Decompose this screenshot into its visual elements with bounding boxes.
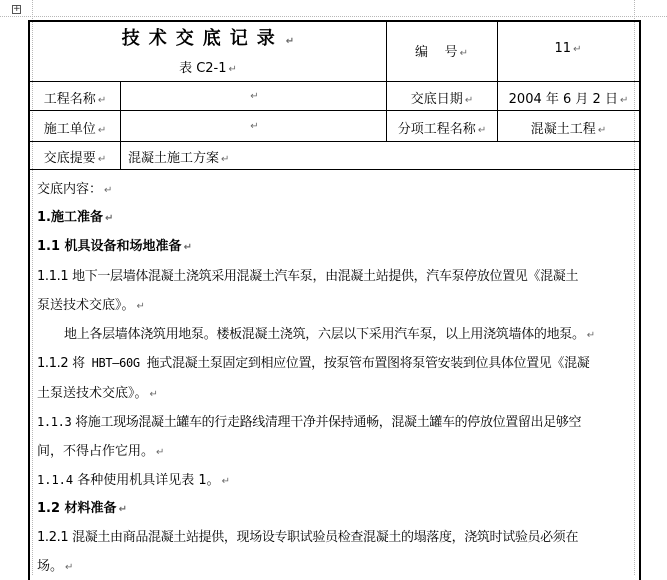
summary-value[interactable]: 混凝土施工方案 ↵	[128, 151, 230, 166]
disclosure-date-label[interactable]: 交底日期 ↵	[410, 92, 474, 107]
heading-equipment[interactable]: 1.1 机具设备和场地准备 ↵	[37, 239, 192, 254]
project-name-field[interactable]: ↵	[250, 91, 259, 102]
paragraph-1-1-2-line-1[interactable]: 1.1.2 将 HBT—60G 拖式混凝土泵固定到相应位置，按泵管布置图将泵管安装到位具体位置见《混凝	[37, 356, 590, 371]
content-intro[interactable]: 交底内容： ↵	[37, 182, 113, 197]
table-move-handle-icon[interactable]: +	[13, 4, 21, 14]
sub-project-value[interactable]: 混凝土工程 ↵	[530, 122, 607, 137]
heading-materials[interactable]: 1.2 材料准备 ↵	[37, 501, 127, 516]
summary-label[interactable]: 交底提要 ↵	[43, 151, 107, 166]
construction-unit-field[interactable]: ↵	[250, 121, 259, 132]
paragraph-1-2-1-line-2[interactable]: 场。 ↵	[37, 559, 74, 574]
construction-unit-label[interactable]: 施工单位 ↵	[43, 122, 107, 137]
hline-4	[28, 169, 641, 170]
margin-guide-top	[0, 16, 667, 17]
paragraph-1-1-4[interactable]: 1.1.4 各种使用机具详见表 1。 ↵	[37, 473, 231, 488]
paragraph-1-1-2-line-2[interactable]: 土泵送技术交底》。 ↵	[37, 386, 158, 401]
heading-preparation[interactable]: 1.施工准备 ↵	[37, 210, 114, 225]
form-code[interactable]: 表 C2-1 ↵	[179, 61, 237, 76]
hline-1	[28, 81, 641, 82]
paragraph-1-1-1-line-1[interactable]: 1.1.1 地下一层墙体混凝土浇筑采用混凝土汽车泵，由混凝土站提供，汽车泵停放位置见《混凝土	[37, 269, 579, 284]
disclosure-date-value[interactable]: 2004 年 6 月 2 日 ↵	[508, 92, 629, 107]
paragraph-above-ground[interactable]: 地上各层墙体浇筑用地泵。楼板混凝土浇筑，六层以下采用汽车泵，以上用浇筑墙体的地泵。 ↵	[64, 327, 595, 342]
sub-project-label[interactable]: 分项工程名称 ↵	[397, 122, 487, 137]
document-title[interactable]: 技术交底记录 ↵	[121, 28, 295, 49]
paragraph-1-2-1-line-1[interactable]: 1.2.1 混凝土由商品混凝土站提供，现场设专职试验员检查混凝土的塌落度，浇筑时试验员必须在	[37, 530, 579, 545]
hline-3	[28, 141, 641, 142]
number-value[interactable]: 11 ↵	[554, 41, 582, 56]
hline-2	[28, 110, 641, 111]
project-name-label[interactable]: 工程名称 ↵	[43, 92, 107, 107]
paragraph-1-1-3-line-1[interactable]: 1.1.3 将施工现场混凝土罐车的行走路线清理干净并保持通畅，混凝土罐车的停放位置留出足够空	[37, 415, 582, 430]
paragraph-1-1-3-line-2[interactable]: 间，不得占作它用。 ↵	[37, 444, 165, 459]
number-label[interactable]: 编 号 ↵	[415, 45, 468, 60]
paragraph-1-1-1-line-2[interactable]: 泵送技术交底》。 ↵	[37, 298, 145, 313]
